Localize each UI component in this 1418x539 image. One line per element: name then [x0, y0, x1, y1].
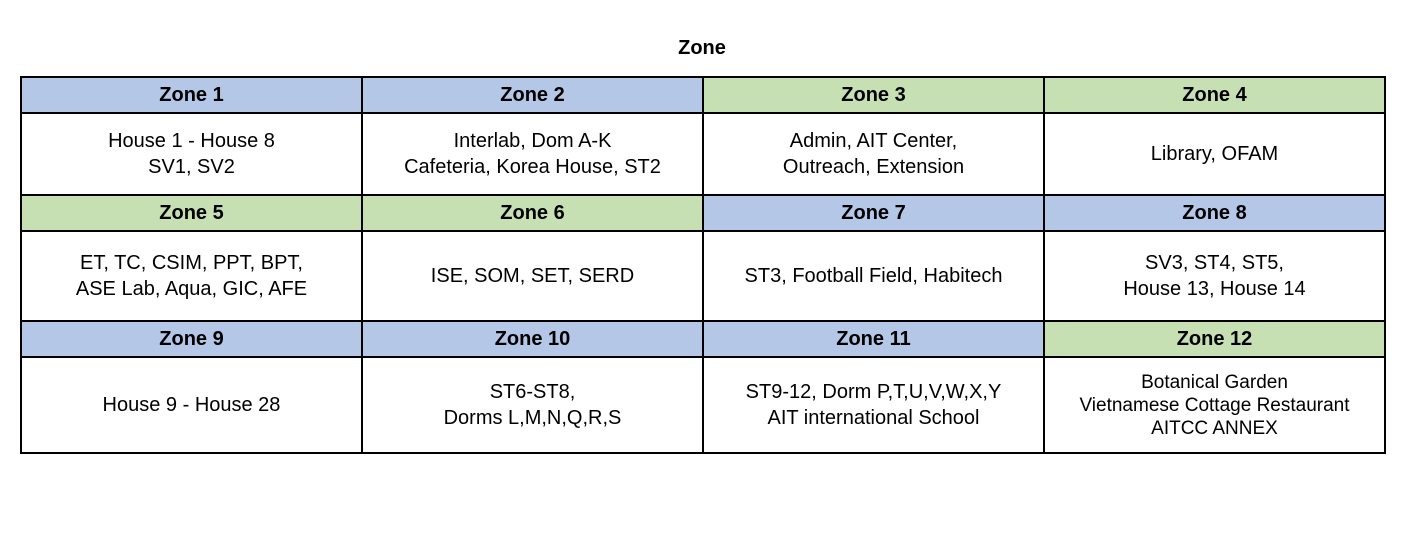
- location-line: Cafeteria, Korea House, ST2: [404, 156, 661, 178]
- location-line: ISE, SOM, SET, SERD: [430, 265, 635, 287]
- location-line: SV3, ST4, ST5,: [1145, 252, 1284, 274]
- location-line: ET, TC, CSIM, PPT, BPT,: [79, 252, 303, 274]
- location-line: House 13, House 14: [1123, 278, 1306, 300]
- location-line: ST9-12, Dorm P,T,U,V,W,X,Y: [745, 381, 1002, 403]
- zone-header-cell: Zone 4: [1044, 77, 1385, 113]
- zone-locations-cell: [1044, 231, 1385, 321]
- zone-header-cell: Zone 10: [362, 321, 703, 357]
- zone-locations-cell: [703, 231, 1044, 321]
- zone-header-cell: Zone 11: [703, 321, 1044, 357]
- zone-header-row: [21, 195, 1385, 231]
- location-line: AITCC ANNEX: [1151, 417, 1278, 439]
- zone-content-row: [21, 231, 1385, 321]
- location-line: AIT international School: [767, 407, 980, 429]
- zone-locations-cell: [362, 357, 703, 453]
- location-line: House 9 - House 28: [102, 394, 281, 416]
- page-title: Zone: [678, 37, 726, 59]
- zone-locations-cell: [1044, 357, 1385, 453]
- zone-header-row: [21, 77, 1385, 113]
- zone-header-cell: Zone 5: [21, 195, 362, 231]
- location-line: Admin, AIT Center,: [789, 130, 958, 152]
- location-line: ST6-ST8,: [489, 381, 576, 403]
- zone-locations-cell: [362, 113, 703, 195]
- zone-locations-cell: [703, 357, 1044, 453]
- zone-header-cell: Zone 6: [362, 195, 703, 231]
- zone-header-cell: Zone 9: [21, 321, 362, 357]
- zone-header-row: [21, 321, 1385, 357]
- zone-locations-cell: [362, 231, 703, 321]
- location-line: Vietnamese Cottage Restaurant: [1079, 394, 1350, 416]
- zone-header-cell: Zone 12: [1044, 321, 1385, 357]
- location-line: Dorms L,M,N,Q,R,S: [443, 407, 622, 429]
- zone-locations-cell: [21, 357, 362, 453]
- zone-header-cell: Zone 7: [703, 195, 1044, 231]
- zone-locations-cell: [703, 113, 1044, 195]
- location-line: Outreach, Extension: [782, 156, 965, 178]
- zone-locations-cell: [21, 113, 362, 195]
- location-line: Library, OFAM: [1150, 143, 1279, 165]
- location-line: Interlab, Dom A-K: [453, 130, 612, 152]
- zone-header-cell: Zone 2: [362, 77, 703, 113]
- location-line: House 1 - House 8: [108, 130, 275, 152]
- zone-content-row: [21, 113, 1385, 195]
- zone-content-row: [21, 357, 1385, 453]
- zone-locations-cell: [21, 231, 362, 321]
- location-line: ST3, Football Field, Habitech: [744, 265, 1003, 287]
- location-line: SV1, SV2: [148, 156, 235, 178]
- zone-header-cell: Zone 3: [703, 77, 1044, 113]
- zone-header-cell: Zone 1: [21, 77, 362, 113]
- location-line: ASE Lab, Aqua, GIC, AFE: [75, 278, 308, 300]
- zone-header-cell: Zone 8: [1044, 195, 1385, 231]
- zone-locations-cell: [1044, 113, 1385, 195]
- location-line: Botanical Garden: [1141, 371, 1288, 393]
- zone-table: [20, 76, 1386, 454]
